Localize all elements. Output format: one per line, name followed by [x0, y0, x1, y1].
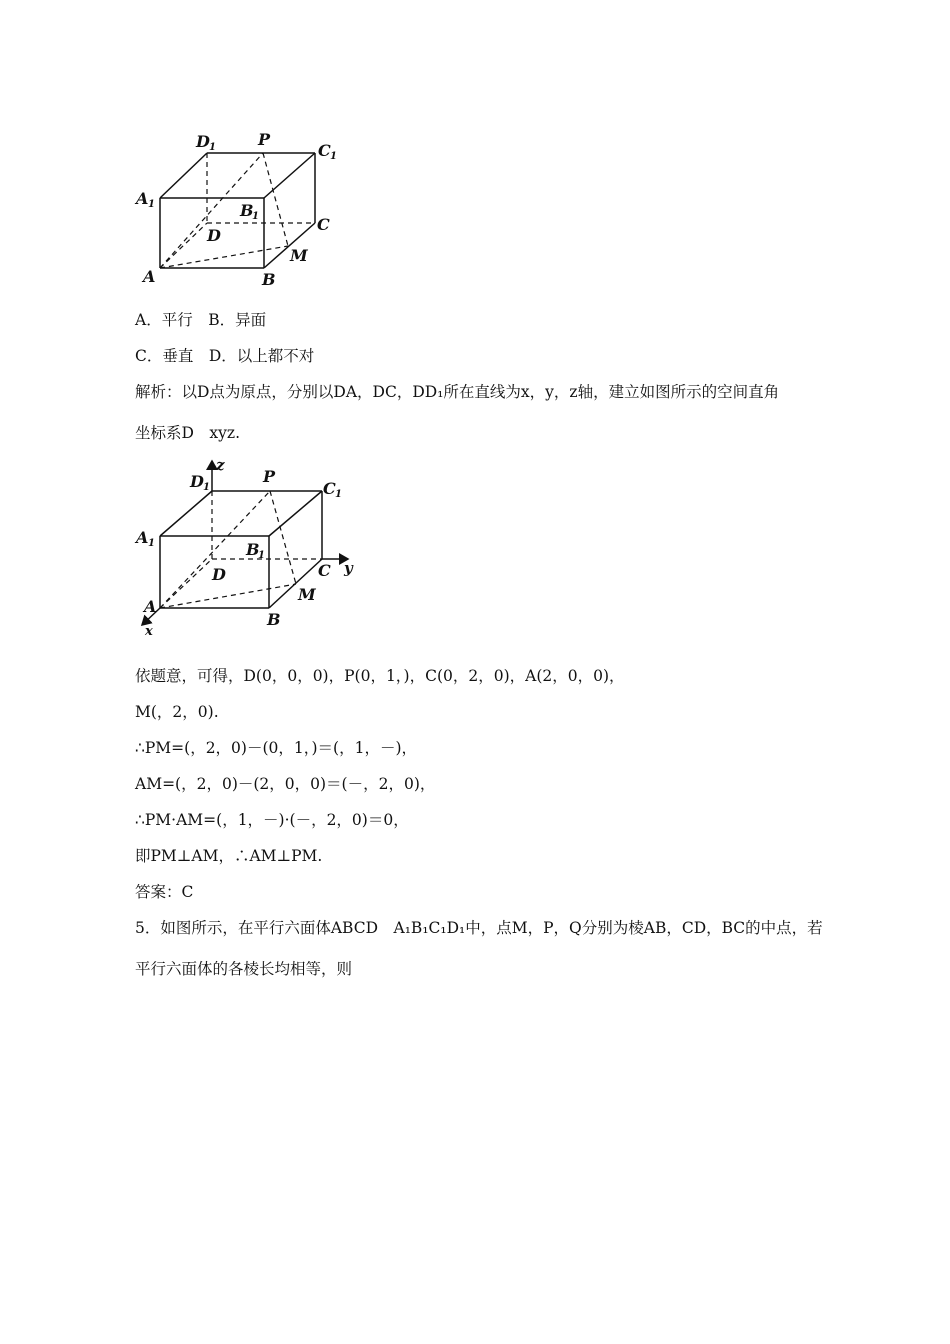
- axis-y-label: y: [344, 559, 353, 577]
- label-d1: D: [190, 472, 204, 491]
- solution-coords-1: 依题意，可得，D(0，0，0)，P(0，1，)，C(0，2，0)，A(2，0，0)，: [135, 667, 625, 685]
- cuboid-figure-2: [130, 455, 360, 644]
- solution-dot: ∴PM·AM=(，1，－)·(－，2，0)＝0，: [135, 811, 409, 829]
- label-c1-sub: 1: [335, 489, 342, 500]
- solution-coords-2: M(，2，0).: [135, 703, 219, 721]
- label-c: C: [318, 561, 331, 580]
- label-b: B: [267, 610, 281, 629]
- label-d: D: [212, 565, 226, 584]
- options-line-1: A．平行 B．异面: [135, 311, 267, 329]
- axis-z-label: z: [216, 456, 225, 474]
- solution-answer: 答案：C: [135, 883, 194, 901]
- label-p: P: [263, 467, 276, 486]
- label-b1-sub: 1: [252, 211, 259, 222]
- label-a1: A: [136, 189, 149, 208]
- label-a1: A: [136, 528, 149, 547]
- label-c1: C: [323, 479, 336, 498]
- label-d1: D: [196, 132, 210, 151]
- label-c: C: [317, 215, 330, 234]
- solution-intro-1: 解析：以D点为原点，分别以DA，DC，DD₁所在直线为x，y，z轴，建立如图所示的空间直角: [135, 383, 780, 401]
- label-b1: B: [240, 201, 254, 220]
- label-m: M: [290, 246, 308, 265]
- solution-intro-2: 坐标系D xyz.: [135, 424, 241, 442]
- label-b: B: [262, 270, 276, 289]
- label-b1-sub: 1: [258, 550, 265, 561]
- axis-x-label: x: [145, 624, 153, 639]
- label-a: A: [144, 597, 157, 616]
- label-a1-sub: 1: [148, 199, 155, 210]
- options-line-2: C．垂直 D．以上都不对: [135, 347, 315, 365]
- solution-am: AM=(，2，0)－(2，0，0)＝(－，2，0)，: [135, 775, 436, 793]
- label-a: A: [143, 267, 156, 286]
- label-m: M: [298, 585, 316, 604]
- label-c1-sub: 1: [330, 151, 337, 162]
- cuboid-figure-1: [130, 125, 360, 294]
- label-d: D: [207, 226, 221, 245]
- question-5-line-1: 5．如图所示，在平行六面体ABCD A₁B₁C₁D₁中，点M，P，Q分别为棱AB，CD，BC的中点，若: [135, 919, 823, 937]
- label-c1: C: [318, 141, 331, 160]
- label-a1-sub: 1: [148, 538, 155, 549]
- label-p: P: [258, 130, 271, 149]
- label-b1: B: [246, 540, 260, 559]
- label-d1-sub: 1: [209, 142, 216, 153]
- solution-perp: 即PM⊥AM，∴AM⊥PM.: [135, 847, 323, 865]
- solution-pm: ∴PM=(，2，0)－(0，1，)＝(，1，－)，: [135, 739, 417, 757]
- label-d1-sub: 1: [203, 482, 210, 493]
- question-5-line-2: 平行六面体的各棱长均相等，则: [135, 960, 353, 978]
